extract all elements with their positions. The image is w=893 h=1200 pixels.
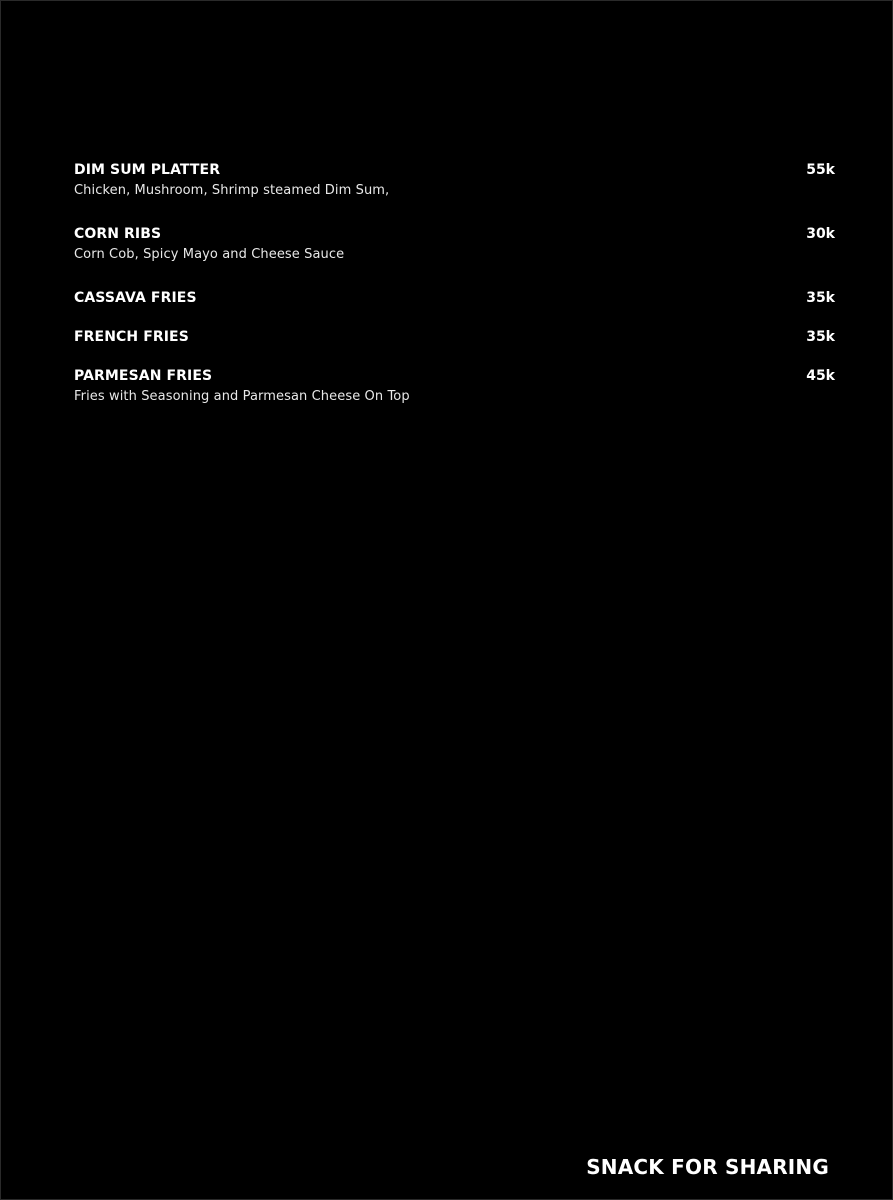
menu-item-header bbox=[74, 226, 835, 242]
menu-item-name: CASSAVA FRIES bbox=[74, 290, 197, 306]
menu-item-price: 45k bbox=[806, 368, 835, 384]
menu-item-price: 35k bbox=[806, 329, 835, 345]
menu-item-header bbox=[74, 290, 835, 306]
menu-item-header bbox=[74, 162, 835, 178]
menu-item-header bbox=[74, 329, 835, 345]
menu-item-price: 30k bbox=[806, 226, 835, 242]
menu-item-name: FRENCH FRIES bbox=[74, 329, 189, 345]
menu-item-description: Corn Cob, Spicy Mayo and Cheese Sauce bbox=[74, 247, 345, 262]
menu-item-french-fries bbox=[74, 329, 835, 345]
menu-item-corn-ribs bbox=[74, 226, 835, 262]
menu-item-name: PARMESAN FRIES bbox=[74, 368, 213, 384]
menu-item-parmesan-fries bbox=[74, 368, 835, 404]
section-title: SNACK FOR SHARING bbox=[586, 1155, 829, 1179]
menu-item-header bbox=[74, 368, 835, 384]
menu-item-price: 55k bbox=[806, 162, 835, 178]
menu-item-name: DIM SUM PLATTER bbox=[74, 162, 221, 178]
menu-item-dim-sum-platter bbox=[74, 162, 835, 198]
menu-item-cassava-fries bbox=[74, 290, 835, 306]
menu-item-name: CORN RIBS bbox=[74, 226, 162, 242]
menu-item-price: 35k bbox=[806, 290, 835, 306]
menu-item-description: Fries with Seasoning and Parmesan Cheese On Top bbox=[74, 389, 410, 404]
menu-item-description: Chicken, Mushroom, Shrimp steamed Dim Sum, bbox=[74, 183, 390, 198]
